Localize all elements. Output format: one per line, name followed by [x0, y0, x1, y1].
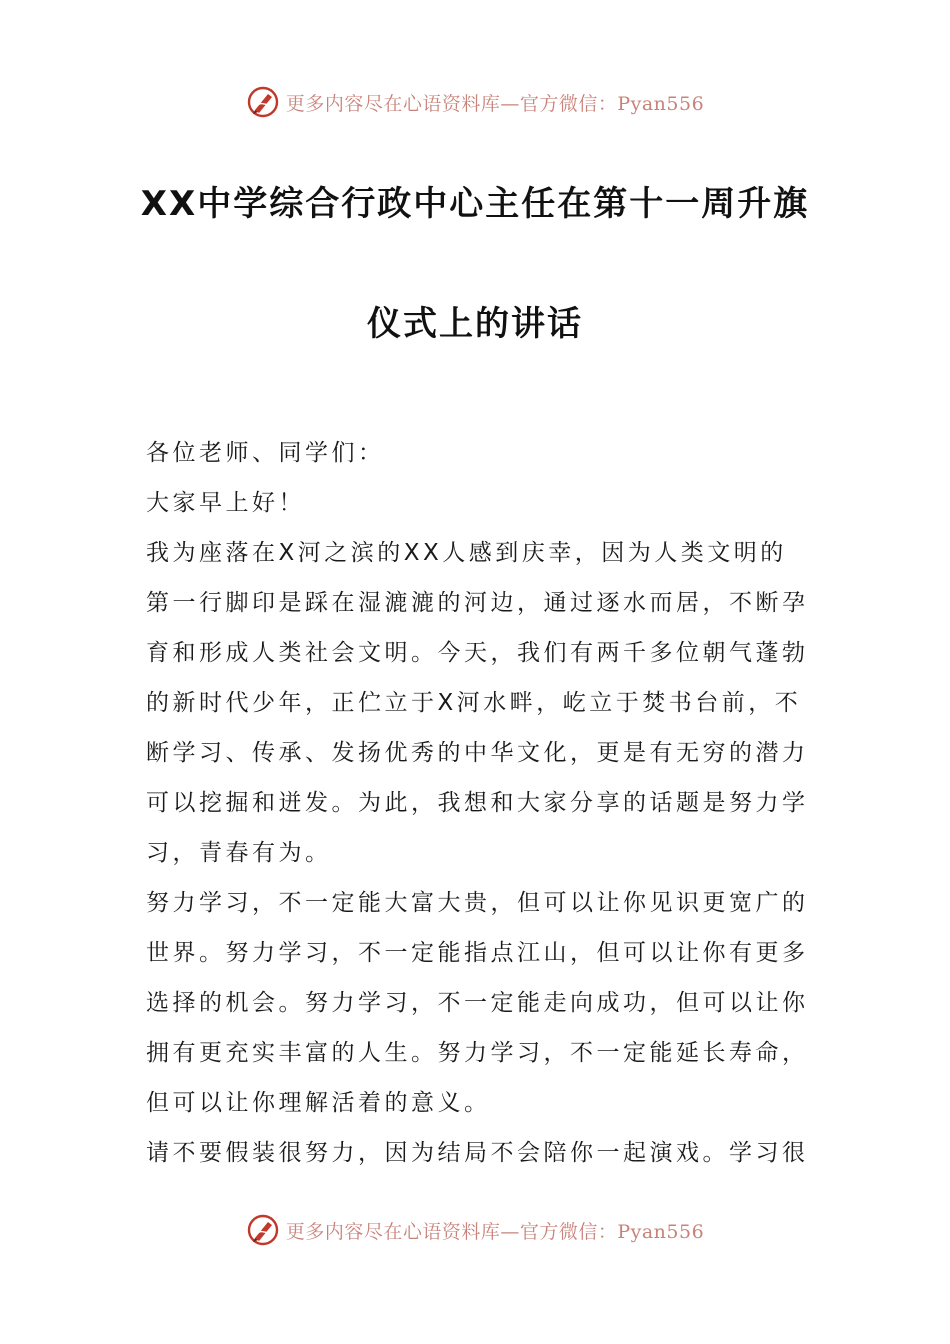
paragraph-continuation: 请不要假装很努力，因为结局不会陪你一起演戏。学习很 — [146, 1140, 809, 1166]
paragraph-greeting: 大家早上好！ — [146, 490, 305, 516]
watermark-text: 更多内容尽在心语资料库—官方微信：Pyan556 — [285, 92, 705, 115]
paragraph-study-benefits: 努力学习，不一定能大富大贵，但可以让你见识更宽广的世界。努力学习，不一定能指点江山，但可以让你有更多选择的机会。努力学习，不一定能走向成功，但可以让你拥有更充实丰富的人生。努力学习，不一定能延长寿命，但可以让你理解活着的意义。 — [146, 890, 809, 1116]
document-title-line-2: 仪式上的讲话 — [367, 304, 583, 344]
watermark-text: 更多内容尽在心语资料库—官方微信：Pyan556 — [285, 1220, 705, 1243]
pen-logo-icon — [246, 85, 280, 119]
document-title-line-1: XX中学综合行政中心主任在第十一周升旗 — [140, 184, 810, 224]
pen-logo-icon — [246, 1213, 280, 1247]
paragraph-intro: 我为座落在X河之滨的XX人感到庆幸，因为人类文明的第一行脚印是踩在湿漉漉的河边，通过逐水而居，不断孕育和形成人类社会文明。今天，我们有两千多位朝气蓬勃的新时代少年，正伫立于X河水畔，屹立于焚书台前，不断学习、传承、发扬优秀的中华文化，更是有无穷的潜力可以挖掘和迸发。为此，我想和大家分享的话题是努力学习，青春有为。 — [146, 540, 809, 866]
header-watermark — [0, 82, 950, 122]
document-body — [146, 428, 810, 1178]
paragraph-salutation: 各位老师、同学们： — [146, 440, 385, 466]
footer-watermark — [0, 1210, 950, 1250]
